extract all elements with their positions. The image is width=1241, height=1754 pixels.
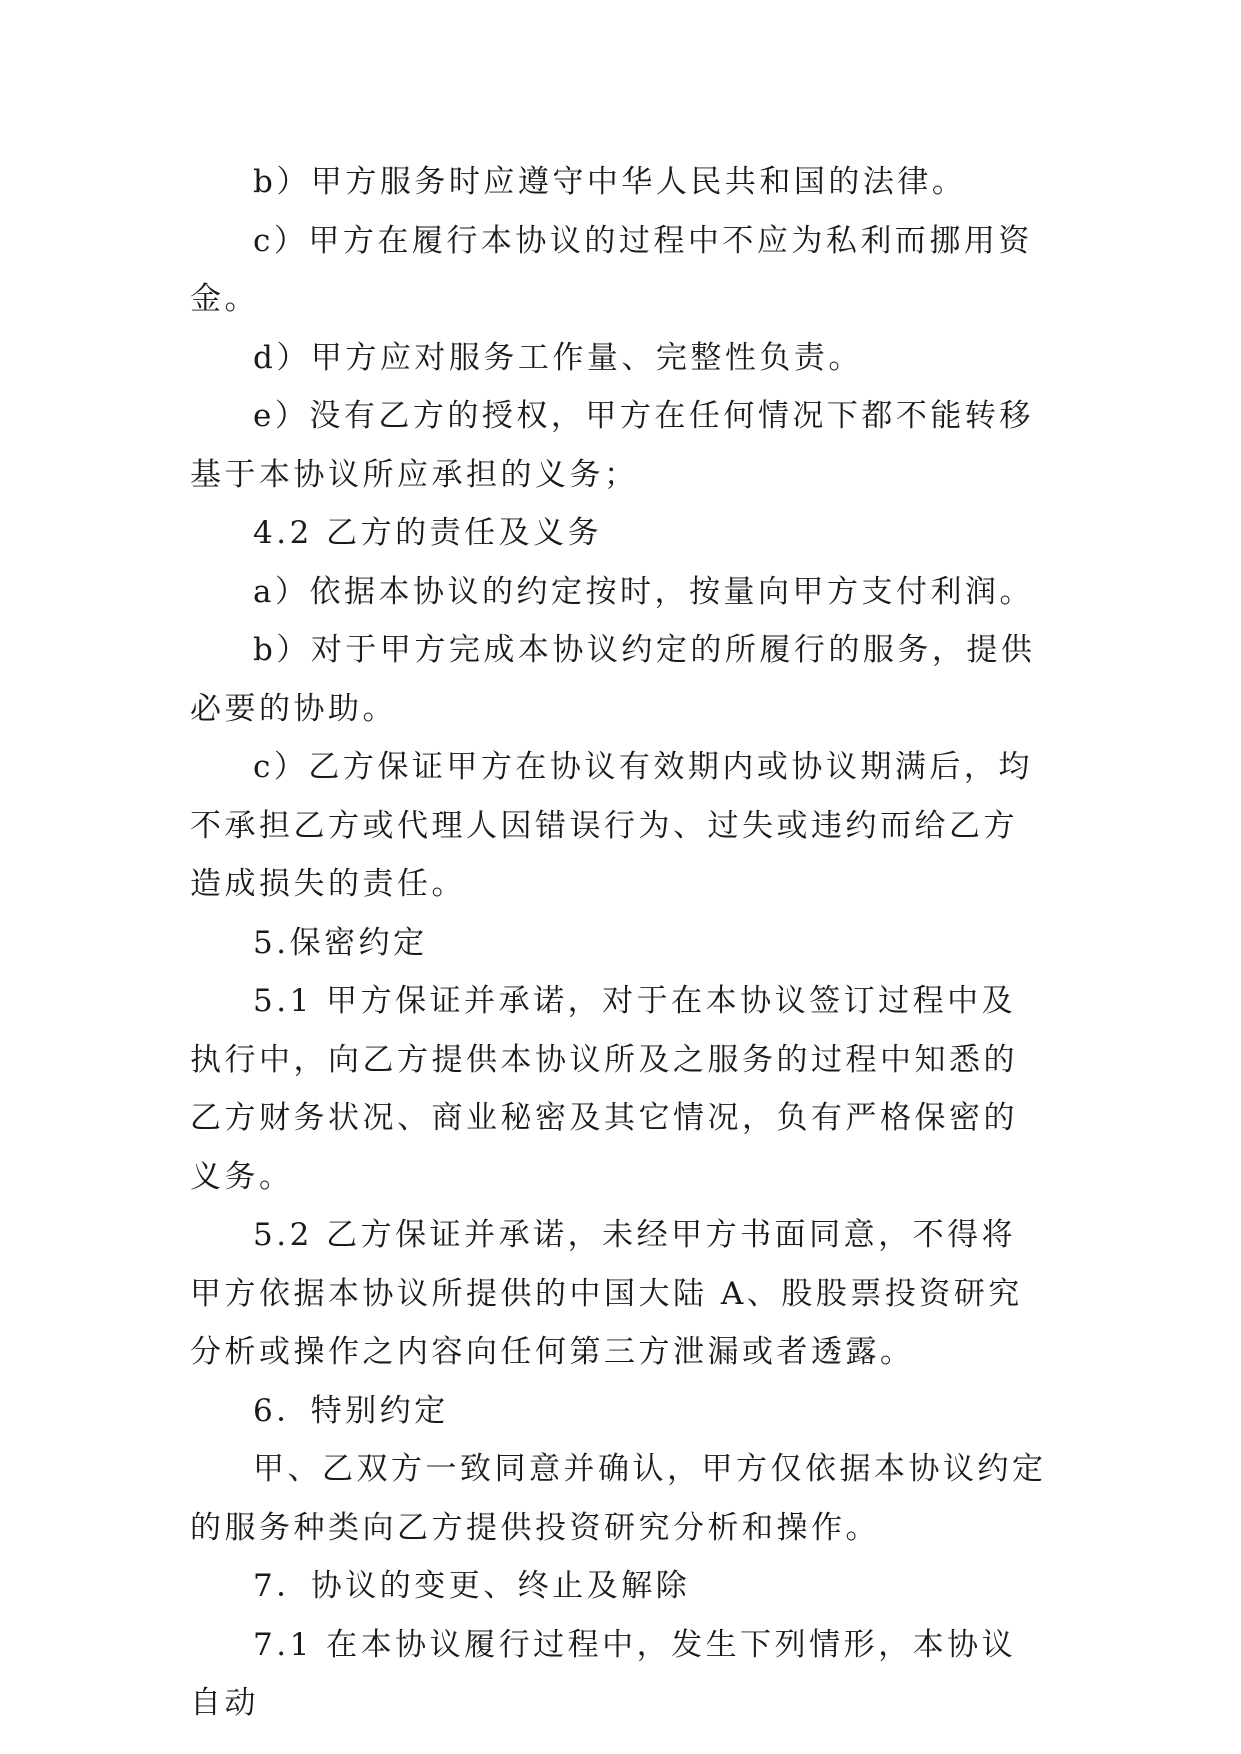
section-5-heading: 5.保密约定: [253, 924, 428, 961]
clause-a-payment: a）依据本协议的约定按时，按量向甲方支付利润。: [253, 573, 1034, 610]
section-7-heading: 7．协议的变更、终止及解除: [253, 1568, 691, 1604]
clause-e-authorization: e）没有乙方的授权，甲方在任何情况下都不能转移基于本协议所应承担的义务；: [190, 398, 1034, 493]
section-6-heading: 6．特别约定: [253, 1392, 449, 1429]
clause-c-funds: c）甲方在履行本协议的过程中不应为私利而挪用资金。: [190, 222, 1033, 317]
clause-b-assistance: b）对于甲方完成本协议约定的所履行的服务，提供必要的协助。: [190, 632, 1036, 727]
clause-6-body: 甲、乙双方一致同意并确认，甲方仅依据本协议约定的服务种类向乙方提供投资研究分析和操作。: [190, 1451, 1047, 1546]
clause-b-law: b）甲方服务时应遵守中华人民共和国的法律。: [253, 164, 967, 200]
clause-5-2: 5.2 乙方保证并承诺，未经甲方书面同意，不得将甲方依据本协议所提供的中国大陆 A、股股票投资研究分析或操作之内容向任何第三方泄漏或者透露。: [190, 1217, 1023, 1370]
clause-d-workload: d）甲方应对服务工作量、完整性负责。: [253, 339, 863, 376]
clause-7-1: 7.1 在本协议履行过程中，发生下列情形，本协议自动: [190, 1626, 1017, 1721]
document-body: [190, 153, 1050, 1733]
clause-c-liability: c）乙方保证甲方在协议有效期内或协议期满后，均不承担乙方或代理人因错误行为、过失或违约而给乙方造成损失的责任。: [190, 749, 1033, 902]
section-4-2-heading: 4.2 乙方的责任及义务: [253, 515, 603, 551]
clause-5-1: 5.1 甲方保证并承诺，对于在本协议签订过程中及执行中，向乙方提供本协议所及之服务的过程中知悉的乙方财务状况、商业秘密及其它情况，负有严格保密的义务。: [190, 983, 1018, 1195]
